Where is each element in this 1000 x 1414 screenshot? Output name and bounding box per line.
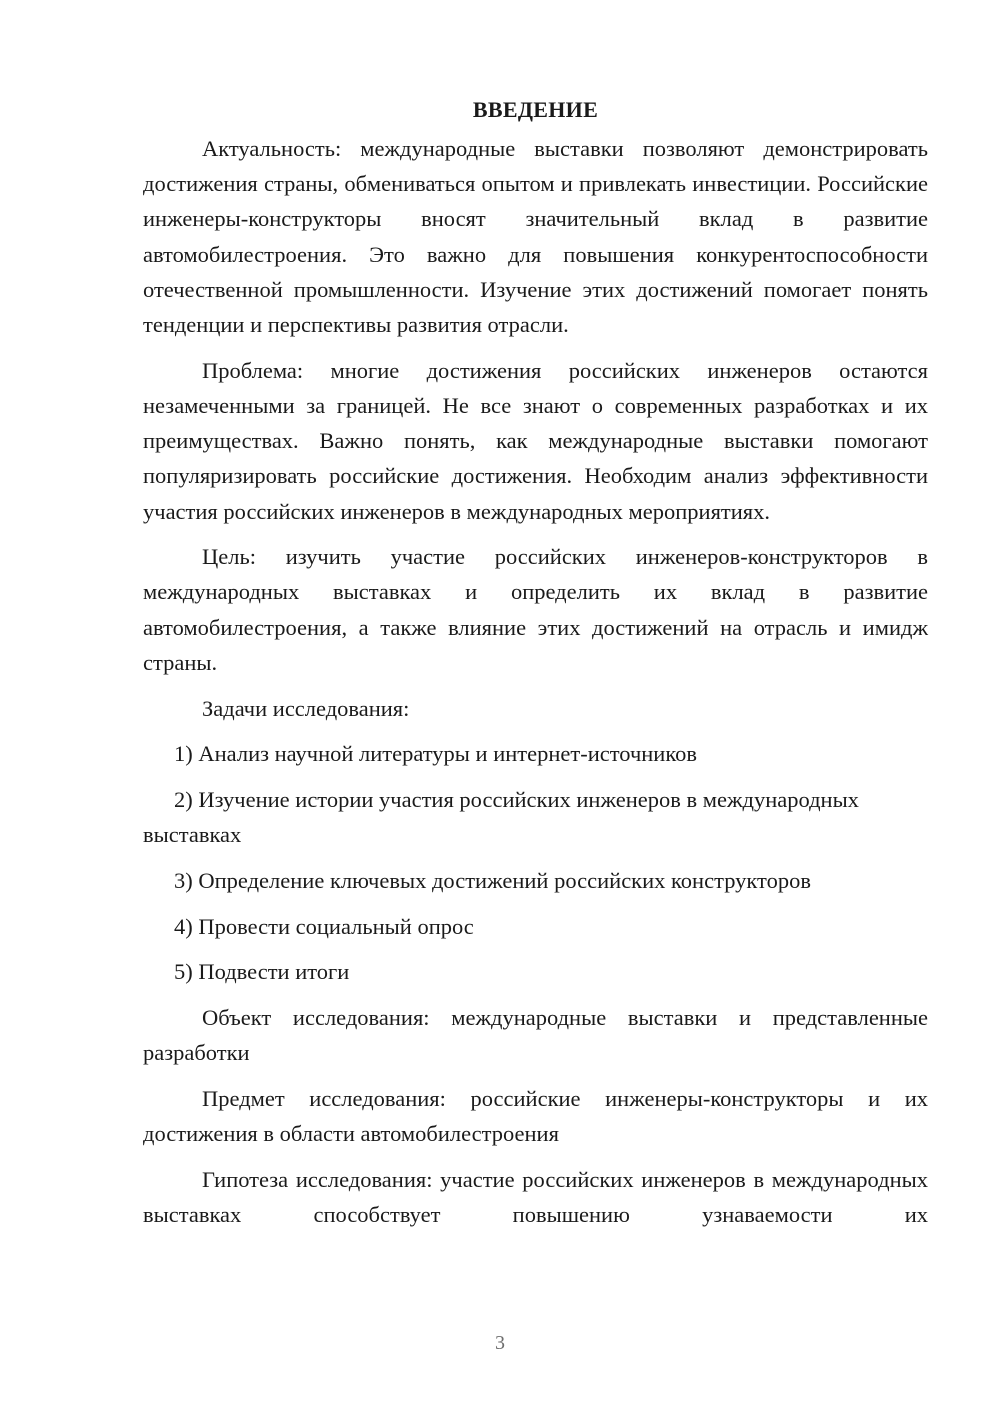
paragraph-problem: Проблема: многие достижения российских инженеров остаются незамеченными за границей. Не все знают о современных разработках и их преимуществах. Важно понять, как международные выставки помогают популяризировать российские достижения. Необходим анализ эффективности участия российских инженеров в международных мероприятиях. [143,357,928,524]
task-item-2: 2) Изучение истории участия российских инженеров в международных выставках [143,786,859,848]
tasks-title: Задачи исследования: [202,695,410,721]
task-item-3: 3) Определение ключевых достижений российских конструкторов [174,867,811,893]
paragraph-hypothesis: Гипотеза исследования: участие российских инженеров в международных выставках способствует повышению узнаваемости их [143,1166,928,1227]
paragraph-goal: Цель: изучить участие российских инженеров-конструкторов в международных выставках и определить их вклад в развитие автомобилестроения, а также влияние этих достижений на отрасль и имидж страны. [143,544,928,675]
task-item-5: 5) Подвести итоги [174,959,350,985]
page-content [143,92,928,1243]
paragraph-subject: Предмет исследования: российские инженеры-конструкторы и их достижения в области автомобилестроения [143,1085,928,1147]
page-number: 3 [495,1332,505,1354]
section-heading: ВВЕДЕНИЕ [472,97,599,122]
task-item-4: 4) Провести социальный опрос [174,913,474,939]
paragraph-object: Объект исследования: международные выставки и представленные разработки [143,1004,928,1066]
tasks-list [143,736,928,989]
task-item-1: 1) Анализ научной литературы и интернет-источников [174,741,698,767]
paragraph-relevance: Актуальность: международные выставки позволяют демонстрировать достижения страны, обмениваться опытом и привлекать инвестиции. Российские инженеры-конструкторы вносят значительный вклад в развитие автомобилестроения. Это важно для повышения конкурентоспособности отечественной промышленности. Изучение этих достижений помогает понять тенденции и перспективы развития отрасли. [143,136,928,338]
